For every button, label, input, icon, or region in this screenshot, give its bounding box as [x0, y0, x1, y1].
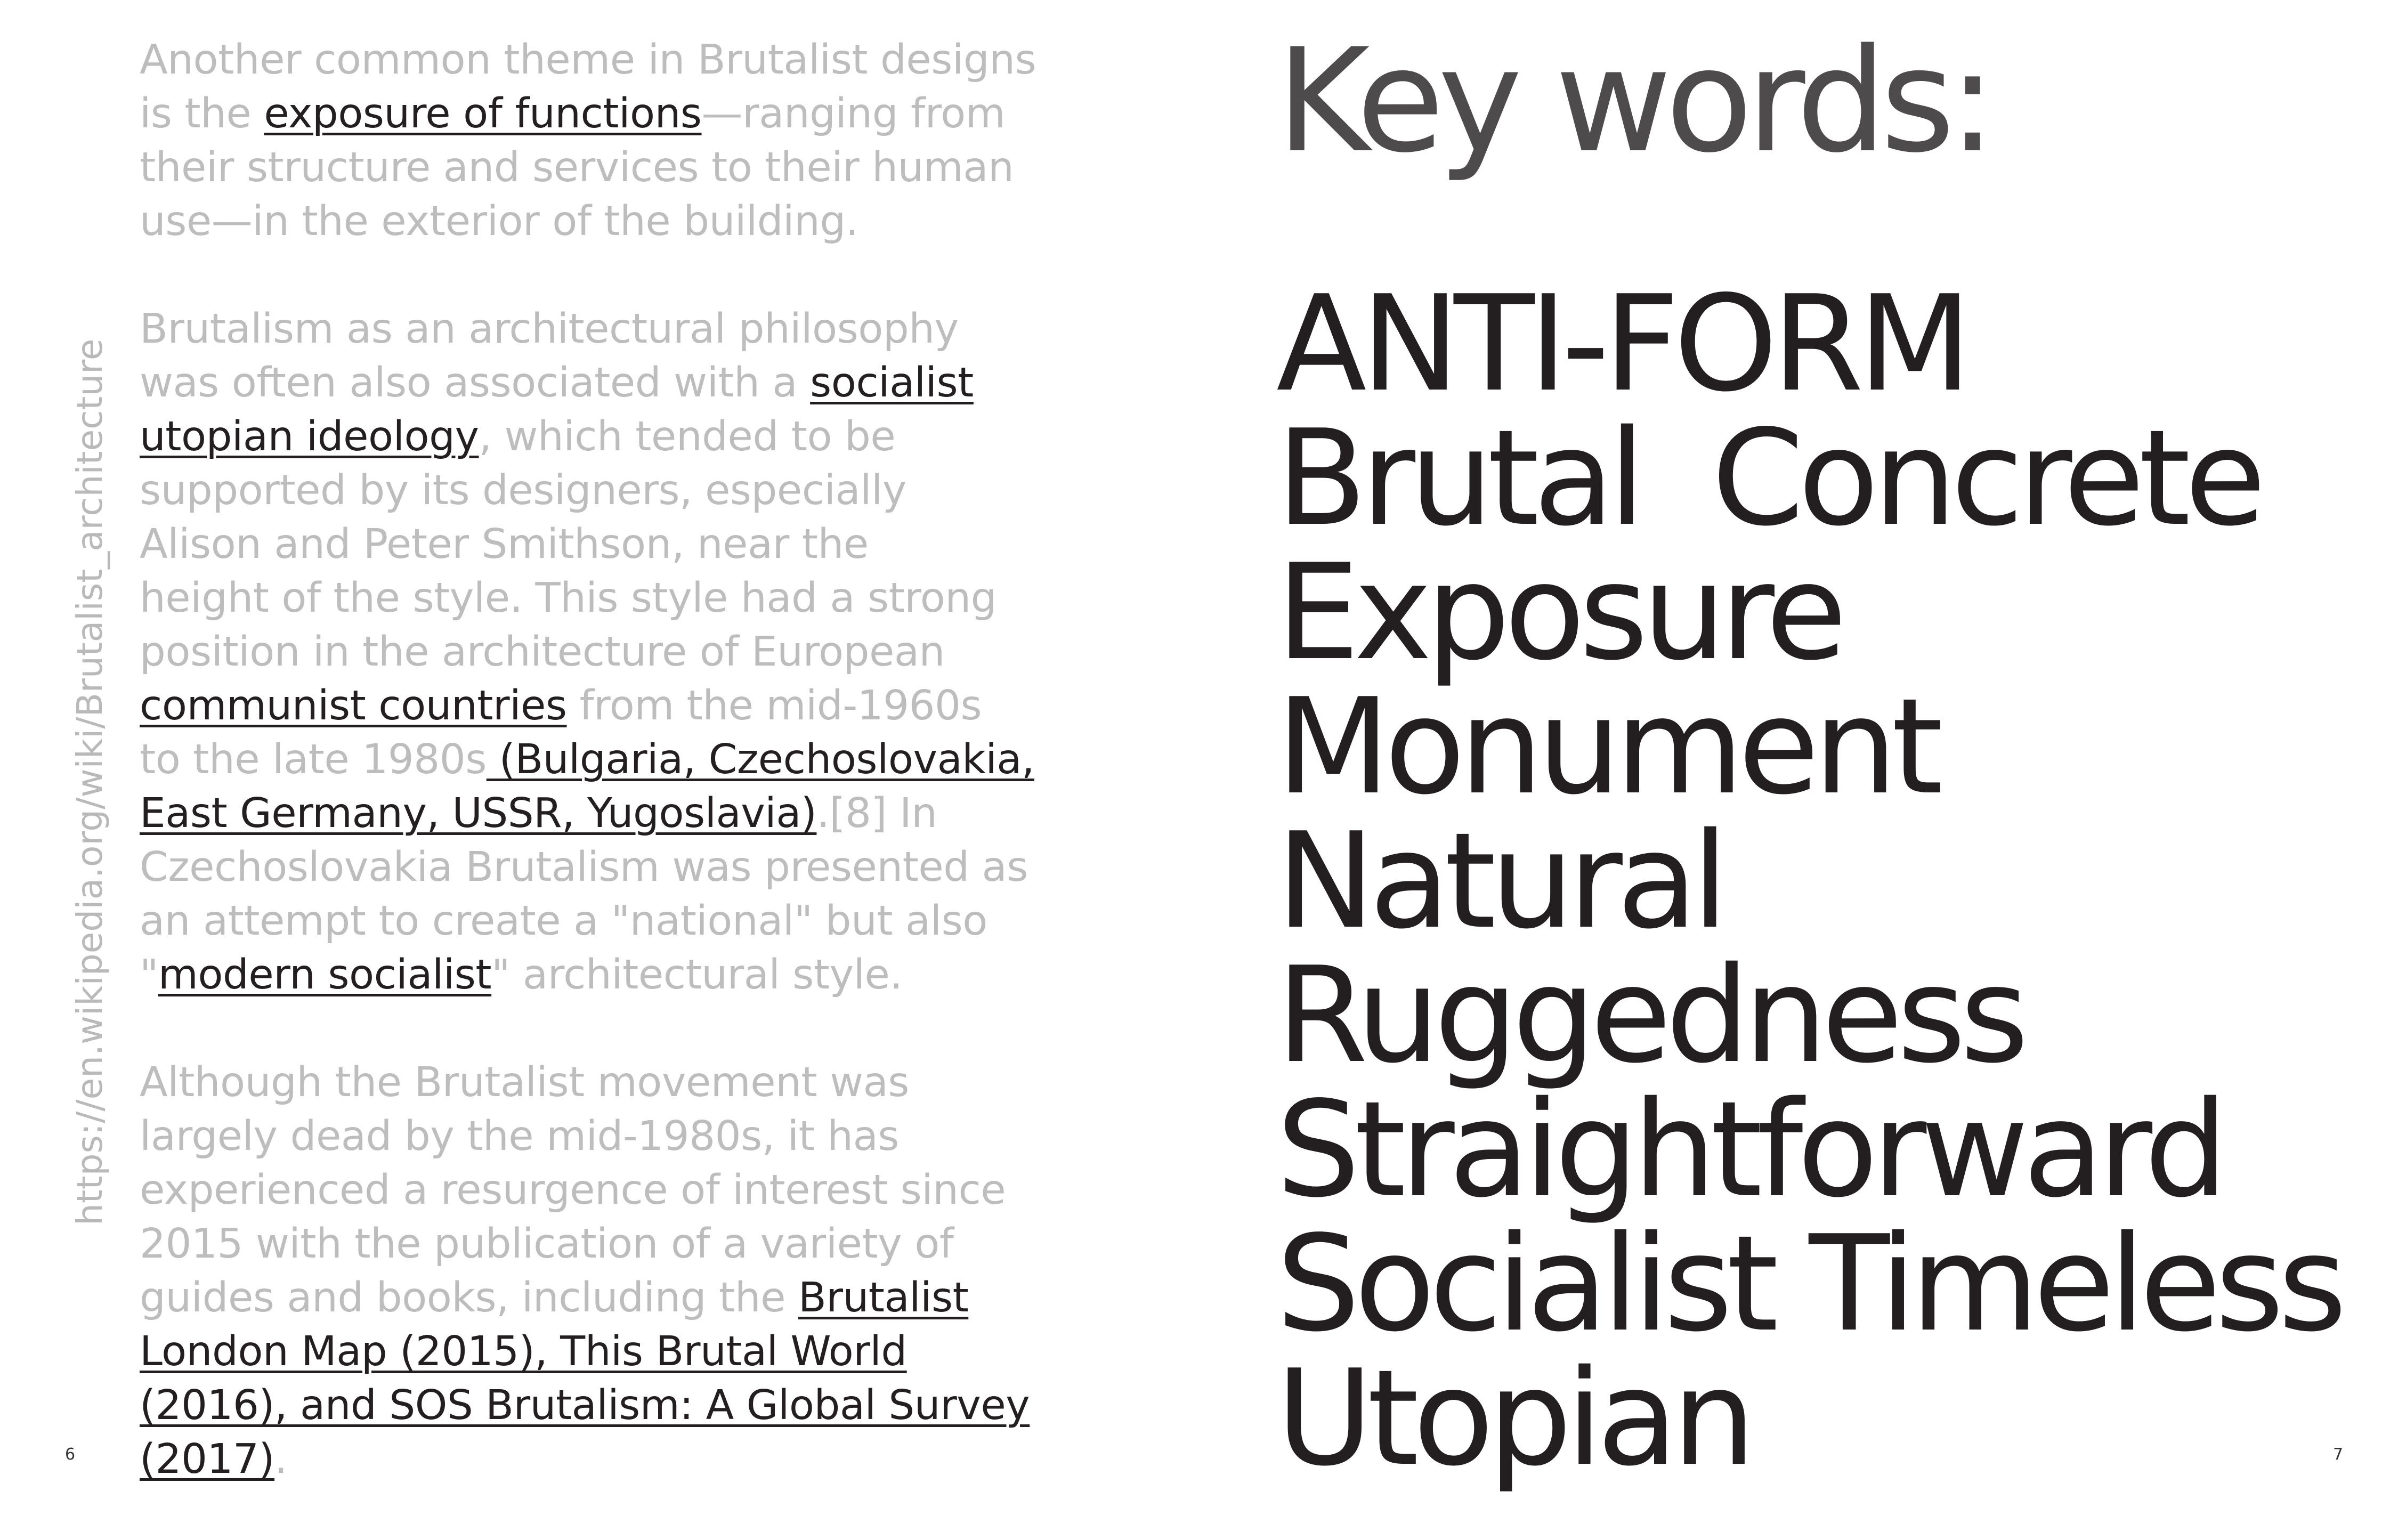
link-brutalist-books[interactable]: London Map (2015), This Brutal World	[140, 1328, 907, 1375]
text-span: guides and books, including the	[140, 1274, 799, 1322]
text-line	[140, 1271, 1078, 1325]
keyword-item: ANTI-FORM	[1276, 268, 1966, 421]
paragraph-exposure	[140, 33, 1078, 248]
text-line	[140, 87, 1078, 141]
text-line	[140, 356, 1078, 410]
text-span: from the mid-1960s	[566, 682, 982, 730]
text-span: to the late 1980s	[140, 736, 487, 783]
text-span: " architectural style.	[491, 951, 903, 999]
text-line	[140, 787, 1078, 840]
source-url: https://en.wikipedia.org/wiki/Brutalist_architecture	[69, 338, 110, 1226]
text-span: "	[140, 951, 158, 999]
text-span: supported by its designers, especially	[140, 467, 906, 514]
text-line	[140, 1056, 1078, 1109]
link-exposure-of-functions[interactable]: exposure of functions	[264, 90, 702, 137]
keyword-item: Exposure	[1276, 536, 1842, 690]
text-span: Although the Brutalist movement was	[140, 1059, 909, 1106]
keywords-title: Key words:	[1276, 18, 1990, 184]
page-number-left: 6	[65, 1445, 76, 1464]
link-socialist-utopian-ideology[interactable]: utopian ideology	[140, 413, 479, 460]
link-modern-socialist[interactable]: modern socialist	[158, 951, 492, 999]
text-line	[140, 194, 1078, 248]
text-line	[140, 1325, 1078, 1379]
text-span: .[8] In	[816, 790, 937, 837]
paragraph-socialist	[140, 302, 1078, 1002]
text-line	[140, 410, 1078, 464]
text-line	[140, 894, 1078, 948]
link-socialist-utopian-ideology[interactable]: socialist	[810, 359, 974, 407]
keyword-item: Brutal Concrete	[1276, 402, 2261, 555]
text-line	[140, 571, 1078, 625]
text-span: , which tended to be	[479, 413, 896, 460]
link-countries-list[interactable]: East Germany, USSR, Yugoslavia)	[140, 790, 817, 837]
text-span: height of the style. This style had a strong	[140, 574, 997, 622]
text-line	[140, 948, 1078, 1002]
text-line	[140, 625, 1078, 679]
text-span: Czechoslovakia Brutalism was presented as	[140, 844, 1028, 891]
text-span: Brutalism as an architectural philosophy	[140, 305, 959, 353]
text-span: Alison and Peter Smithson, near the	[140, 521, 869, 568]
text-span: .	[274, 1436, 288, 1483]
link-brutalist-books[interactable]: (2016), and SOS Brutalism: A Global Survey	[140, 1382, 1030, 1429]
text-line	[140, 1379, 1078, 1432]
text-line	[140, 1109, 1078, 1163]
text-line	[140, 33, 1078, 87]
keyword-item: Utopian	[1276, 1342, 1750, 1495]
text-span: 2015 with the publication of a variety of	[140, 1220, 954, 1268]
text-span: position in the architecture of European	[140, 628, 945, 676]
link-brutalist-books[interactable]: Brutalist	[798, 1274, 969, 1322]
keyword-item: Ruggedness	[1276, 939, 2023, 1092]
text-line	[140, 464, 1078, 517]
text-span: —ranging from	[701, 90, 1006, 137]
text-span: Another common theme in Brutalist designs	[140, 36, 1036, 84]
page-number-right: 7	[2333, 1445, 2344, 1464]
text-span: was often also associated with a	[140, 359, 811, 407]
link-brutalist-books[interactable]: (2017)	[140, 1436, 275, 1483]
text-line	[140, 1432, 1078, 1486]
keyword-item: Straightforward	[1276, 1073, 2223, 1227]
text-line	[140, 1217, 1078, 1271]
text-span: is the	[140, 90, 264, 137]
text-line	[140, 679, 1078, 733]
text-line	[140, 840, 1078, 894]
text-line	[140, 517, 1078, 571]
text-span: use—in the exterior of the building.	[140, 198, 858, 245]
text-line	[140, 1163, 1078, 1217]
keyword-item: Natural	[1276, 805, 1723, 958]
body-text-column	[140, 33, 1078, 1540]
text-line	[140, 302, 1078, 356]
text-line	[140, 733, 1078, 787]
link-countries-list[interactable]: (Bulgaria, Czechoslovakia,	[486, 736, 1034, 783]
keywords-list	[1276, 268, 2344, 1495]
text-line	[140, 141, 1078, 194]
keyword-item: Socialist Timeless	[1276, 1207, 2342, 1361]
text-span: an attempt to create a "national" but also	[140, 897, 987, 945]
keyword-item: Monument	[1276, 670, 1938, 824]
paragraph-resurgence	[140, 1056, 1078, 1486]
text-span: largely dead by the mid-1980s, it has	[140, 1113, 899, 1160]
text-span: their structure and services to their human	[140, 144, 1014, 191]
link-communist-countries[interactable]: communist countries	[140, 682, 567, 730]
text-span: experienced a resurgence of interest since	[140, 1166, 1006, 1214]
